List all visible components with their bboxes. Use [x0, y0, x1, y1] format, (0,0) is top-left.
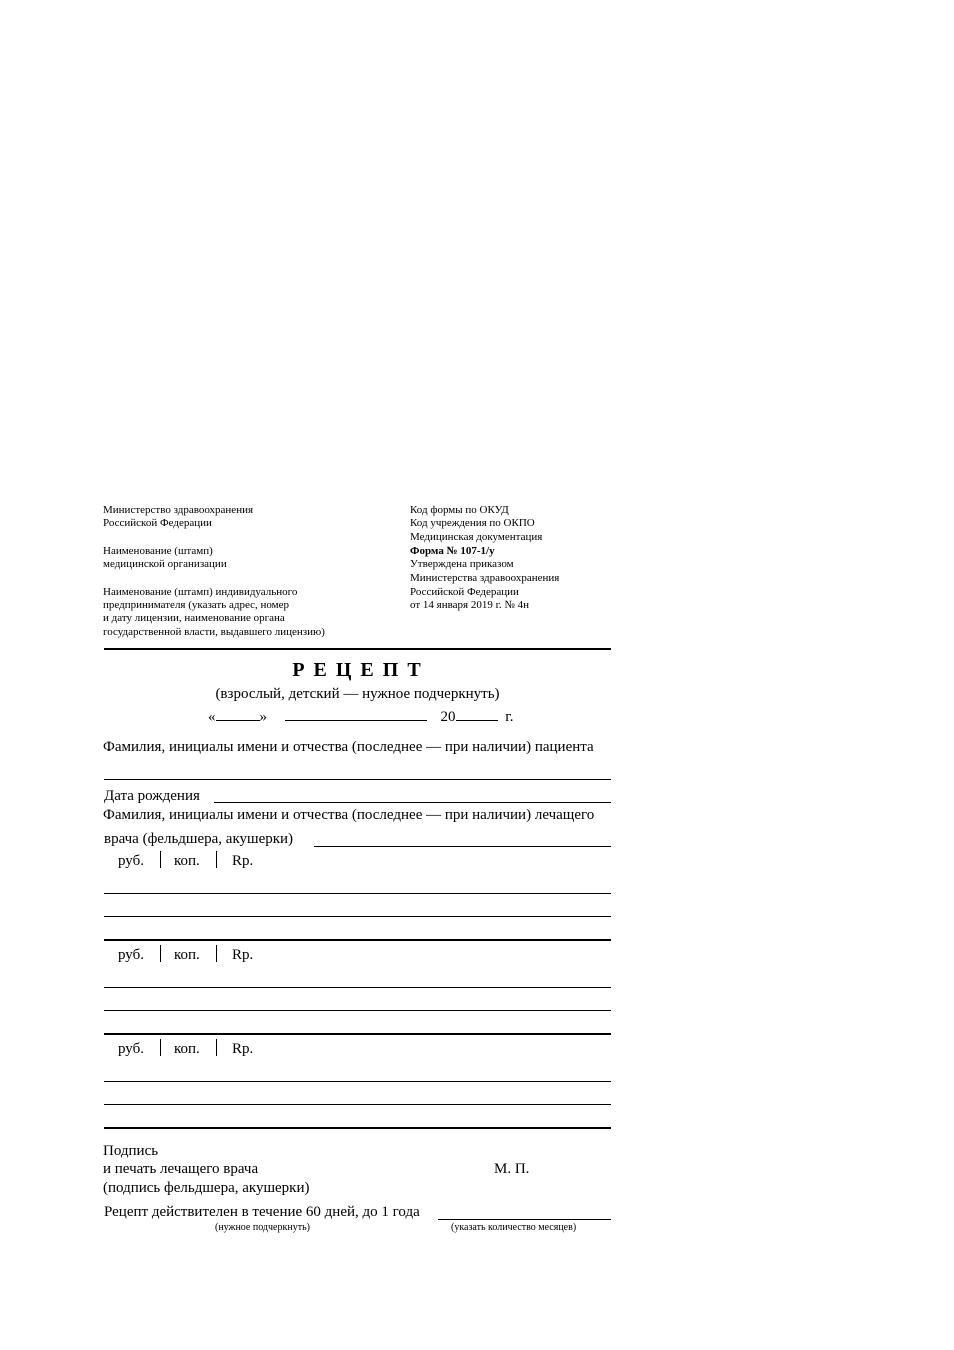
signature-line-3: (подпись фельдшера, акушерки) — [103, 1180, 310, 1196]
approved-line-2: Министерства здравоохранения — [410, 572, 560, 584]
rx-line-field[interactable] — [104, 987, 611, 988]
med-org-line-2: медицинской организации — [103, 558, 227, 570]
rx-line-field[interactable] — [104, 1104, 611, 1105]
rx-line-field[interactable] — [104, 893, 611, 894]
year-prefix: 20 — [440, 709, 456, 725]
date-open-quote: « — [208, 709, 216, 725]
approved-line-3: Российской Федерации — [410, 586, 519, 598]
day-field[interactable] — [216, 720, 260, 721]
header-divider — [104, 648, 611, 650]
rx-line-field[interactable] — [104, 1010, 611, 1011]
year-field[interactable] — [456, 720, 498, 721]
patient-label: Фамилия, инициалы имени и отчества (последнее — при наличии) пациента — [103, 739, 594, 755]
rx-rp-label: Rp. — [232, 853, 254, 869]
med-docs: Медицинская документация — [410, 531, 543, 543]
med-org-line-1: Наименование (штамп) — [103, 545, 213, 557]
rx-rub-label: руб. — [118, 1041, 144, 1057]
entrepreneur-line-3: и дату лицензии, наименование органа — [103, 612, 285, 624]
rx-separator — [216, 945, 217, 962]
rx-kop-label: коп. — [174, 853, 200, 869]
rx-block-divider — [104, 939, 611, 941]
approved-line-1: Утверждена приказом — [410, 558, 514, 570]
doctor-label-1: Фамилия, инициалы имени и отчества (последнее — при наличии) лечащего — [103, 807, 595, 823]
signature-line-1: Подпись — [103, 1143, 159, 1159]
rx-rub-label: руб. — [118, 947, 144, 963]
rx-kop-label: коп. — [174, 1041, 200, 1057]
rx-separator — [160, 851, 161, 868]
rx-rp-label: Rp. — [232, 947, 254, 963]
validity-label: Рецепт действителен в течение 60 дней, до 1 года — [104, 1204, 420, 1220]
okpo-code: Код учреждения по ОКПО — [410, 517, 535, 529]
date-line — [208, 708, 513, 726]
month-field[interactable] — [285, 720, 427, 721]
validity-caption-right: (указать количество месяцев) — [451, 1222, 577, 1233]
entrepreneur-line-4: государственной власти, выдавшего лицензию) — [103, 626, 325, 638]
doctor-name-field[interactable] — [314, 846, 611, 847]
approved-line-4: от 14 января 2019 г. № 4н — [410, 599, 530, 611]
rx-rp-label: Rp. — [232, 1041, 254, 1057]
rx-kop-label: коп. — [174, 947, 200, 963]
rx-block-divider — [104, 1127, 611, 1129]
validity-months-field[interactable] — [438, 1219, 611, 1220]
rx-block-divider — [104, 1033, 611, 1035]
form-number: Форма № 107-1/у — [410, 545, 495, 557]
entrepreneur-line-2: предпринимателя (указать адрес, номер — [103, 599, 290, 611]
rx-separator — [160, 945, 161, 962]
rx-separator — [216, 851, 217, 868]
birth-date-label: Дата рождения — [104, 788, 200, 804]
entrepreneur-line-1: Наименование (штамп) индивидуального — [103, 586, 298, 598]
signature-line-2: и печать лечащего врача — [103, 1161, 259, 1177]
patient-name-field[interactable] — [104, 779, 611, 780]
rx-line-field[interactable] — [104, 916, 611, 917]
rx-separator — [160, 1039, 161, 1056]
doctor-label-2: врача (фельдшера, акушерки) — [104, 831, 294, 847]
year-suffix: г. — [505, 709, 514, 725]
okud-code: Код формы по ОКУД — [410, 504, 509, 516]
ministry-line-2: Российской Федерации — [103, 517, 212, 529]
form-title: Р Е Ц Е П Т — [292, 659, 423, 681]
validity-caption-left: (нужное подчеркнуть) — [215, 1222, 310, 1233]
rx-rub-label: руб. — [118, 853, 144, 869]
ministry-line-1: Министерство здравоохранения — [103, 504, 254, 516]
birth-date-field[interactable] — [214, 802, 611, 803]
rx-separator — [216, 1039, 217, 1056]
stamp-label: М. П. — [494, 1161, 530, 1177]
rx-line-field[interactable] — [104, 1081, 611, 1082]
form-subtitle: (взрослый, детский — нужное подчеркнуть) — [215, 686, 500, 702]
date-close-quote: » — [259, 709, 267, 725]
